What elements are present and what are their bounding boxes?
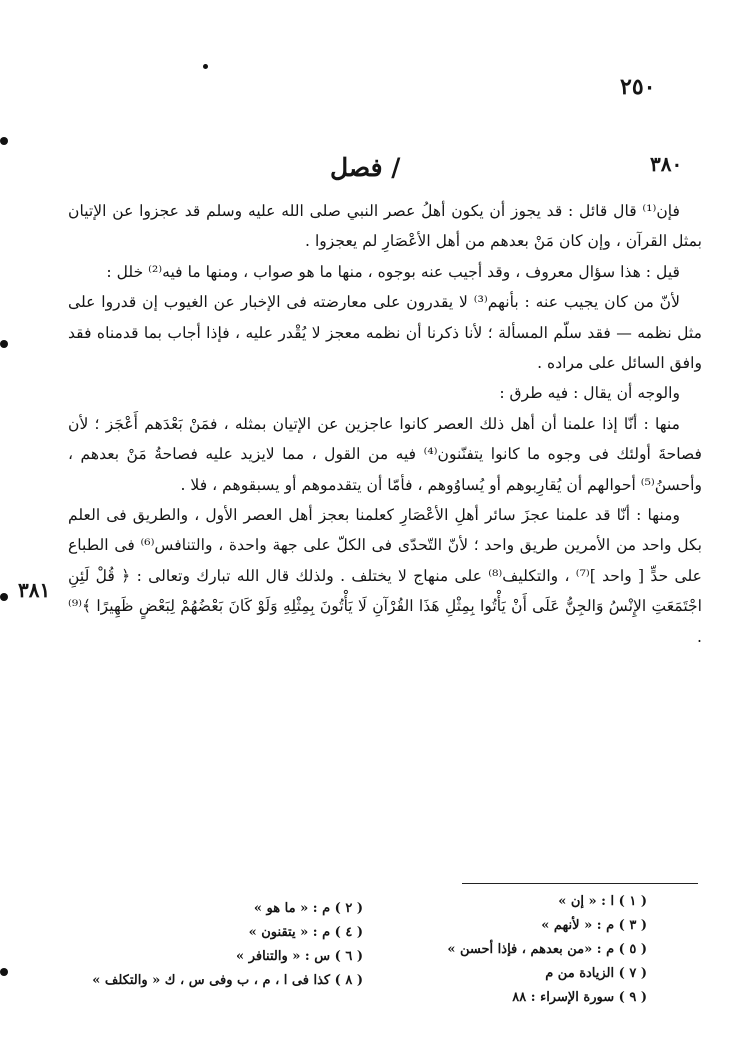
footnote: ( ٦ ) س : « والتنافر » [236,949,363,964]
page-number: ٢٥٠ [620,74,656,100]
paragraph: لأنّ من كان يجيب عنه : بأنهم⁽³⁾ لا يقدرون على معارضته فى الإخبار عن الغيوب إن قدروا على مثل نظمه — فقد سلّم المسألة ؛ لأنا ذكرنا أن نظمه معجز لا يُقْدر عليه ، فإذا أجاب بما قدمناه فقد وافق السائل على مراده . [68,293,702,373]
footnote: ( ٣ ) م : « لأنهم » [541,918,647,933]
margin-dot [0,968,8,976]
paragraph: ومنها : أنّا قد علمنا عجزَ سائر أهلِ الأعْصَارِ كعلمنا بعجز أهل العصر الأول ، والطريق فى العلم بكل واحد من الأمرين طريق واحد ؛ لأنّ التّحدّى فى الكلّ على جهة واحدة ، والتنافس⁽⁶⁾ فى الطباع على حدٍّ [ واحد ]⁽⁷⁾ ، والتكليف⁽⁸⁾ على منهاج لا يختلف . ولذلك قال الله تبارك وتعالى : ﴿ قُلْ لَئِنِ اجْتَمَعَتِ الإِنْسُ وَالجِنُّ عَلَى أَنْ يَأْتُوا بِمِثْلِ هَذَا القُرْآنِ لَا يَأْتُونَ بِمِثْلِهِ وَلَوْ كَانَ بَعْضُهُمْ لِبَعْضٍ ظَهِيرًا ﴾⁽⁹⁾ . [68,506,702,646]
footnote: ( ١ ) ا : « إن » [558,894,647,909]
margin-dot [0,340,8,348]
paragraph: فإن⁽¹⁾ قال قائل : قد يجوز أن يكون أهلُ عصر النبي صلى الله عليه وسلم قد عجزوا عن الإتيان بمثل القرآن ، وإن كان مَنْ بعدهم من أهل الأعْصَارِ لم يعجزوا . [68,202,702,251]
section-title: / فصل [330,153,401,182]
paragraph: منها : أنّا إذا علمنا أن أهل ذلك العصر كانوا عاجزين عن الإتيان بمثله ، فمَنْ بَعْدَهم أَعْجَز ؛ لأن فصاحةَ أولئك فى وجوه ما كانوا يتفنّنون⁽⁴⁾ فيه من القول ، مما لايزيد عليه فصاحةُ مَنْ بعدهم ، وأحسنُ⁽⁵⁾ أحوالهم أن يُقارِبوهم أو يُساوُوهم ، فأمّا أن يتقدموهم أو يسبقوهم ، فلا . [68,414,703,494]
paragraph: والوجه أن يقال : فيه طرق : [499,384,680,403]
margin-dot [0,593,8,601]
footnote: ( ٧ ) الزيادة من م [545,966,647,981]
footnote: ( ٥ ) م : «من بعدهم ، فإذا أحسن » [447,942,647,957]
paragraph: قيل : هذا سؤال معروف ، وقد أجيب عنه بوجوه ، منها ما هو صواب ، ومنها ما فيه⁽²⁾ خلل : [106,262,680,281]
footnotes-left-column [92,897,363,993]
margin-dot [0,137,8,145]
margin-number: ٣٨١ [18,578,51,602]
footnotes-right-column [447,890,647,1010]
margin-number: ٣٨٠ [650,152,683,176]
footnote: ( ٩ ) سورة الإسراء : ٨٨ [512,990,647,1005]
footnote: ( ٨ ) كذا فى ا ، م ، ب وفى س ، ك « والتكلف » [92,973,363,988]
footnote: ( ٤ ) م : « يتقنون » [248,925,363,940]
margin-dot [203,64,208,69]
footnote-separator [462,883,698,884]
footnote: ( ٢ ) م : « ما هو » [253,901,363,916]
main-text [68,196,702,652]
